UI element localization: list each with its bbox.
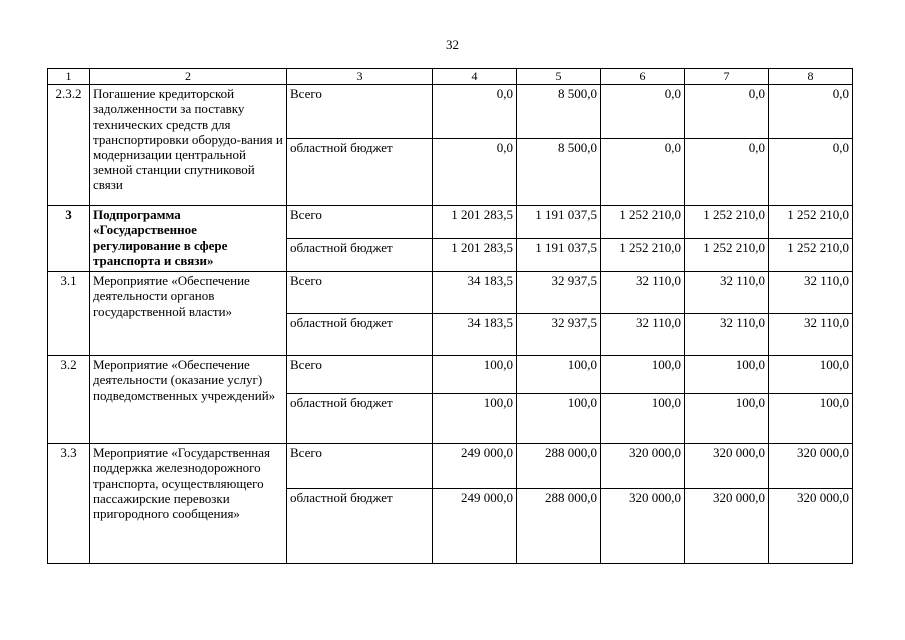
column-number: 7 bbox=[685, 69, 769, 85]
value-cell: 1 252 210,0 bbox=[601, 206, 685, 239]
value-cell: 1 191 037,5 bbox=[517, 239, 601, 272]
column-number: 5 bbox=[517, 69, 601, 85]
measure-name: Мероприятие «Обеспечение деятельности органов государственной власти» bbox=[90, 272, 287, 356]
value-cell: 0,0 bbox=[601, 85, 685, 139]
budget-table bbox=[47, 68, 853, 564]
table-row bbox=[48, 272, 853, 314]
column-number: 6 bbox=[601, 69, 685, 85]
value-cell: 100,0 bbox=[433, 394, 517, 444]
funding-source: областной бюджет bbox=[287, 239, 433, 272]
value-cell: 0,0 bbox=[685, 139, 769, 206]
table-row bbox=[48, 206, 853, 239]
value-cell: 100,0 bbox=[433, 356, 517, 394]
value-cell: 1 252 210,0 bbox=[685, 206, 769, 239]
value-cell: 0,0 bbox=[769, 85, 853, 139]
value-cell: 0,0 bbox=[433, 85, 517, 139]
subprogram-name: Подпрограмма «Государственное регулирование в сфере транспорта и связи» bbox=[90, 206, 287, 272]
value-cell: 320 000,0 bbox=[601, 444, 685, 489]
value-cell: 34 183,5 bbox=[433, 314, 517, 356]
row-number: 3.2 bbox=[48, 356, 90, 444]
value-cell: 100,0 bbox=[685, 356, 769, 394]
value-cell: 249 000,0 bbox=[433, 444, 517, 489]
value-cell: 34 183,5 bbox=[433, 272, 517, 314]
measure-name: Мероприятие «Обеспечение деятельности (оказание услуг) подведомственных учреждений» bbox=[90, 356, 287, 444]
value-cell: 100,0 bbox=[517, 394, 601, 444]
value-cell: 0,0 bbox=[685, 85, 769, 139]
value-cell: 1 252 210,0 bbox=[685, 239, 769, 272]
column-number: 4 bbox=[433, 69, 517, 85]
value-cell: 1 252 210,0 bbox=[769, 239, 853, 272]
row-number: 3.3 bbox=[48, 444, 90, 564]
value-cell: 32 110,0 bbox=[769, 272, 853, 314]
value-cell: 320 000,0 bbox=[601, 489, 685, 564]
table-row bbox=[48, 356, 853, 394]
value-cell: 320 000,0 bbox=[685, 444, 769, 489]
funding-source: областной бюджет bbox=[287, 314, 433, 356]
value-cell: 1 252 210,0 bbox=[769, 206, 853, 239]
value-cell: 100,0 bbox=[769, 394, 853, 444]
value-cell: 320 000,0 bbox=[685, 489, 769, 564]
column-number: 3 bbox=[287, 69, 433, 85]
value-cell: 100,0 bbox=[601, 394, 685, 444]
column-number-row bbox=[48, 69, 853, 85]
value-cell: 8 500,0 bbox=[517, 139, 601, 206]
funding-source: Всего bbox=[287, 272, 433, 314]
row-number: 2.3.2 bbox=[48, 85, 90, 206]
funding-source: областной бюджет bbox=[287, 489, 433, 564]
value-cell: 100,0 bbox=[685, 394, 769, 444]
value-cell: 1 201 283,5 bbox=[433, 206, 517, 239]
measure-name: Мероприятие «Государственная поддержка железнодорожного транспорта, осуществляющего пассажирские перевозки пригородного сообщения» bbox=[90, 444, 287, 564]
value-cell: 32 110,0 bbox=[601, 272, 685, 314]
value-cell: 1 201 283,5 bbox=[433, 239, 517, 272]
value-cell: 32 110,0 bbox=[685, 314, 769, 356]
value-cell: 32 110,0 bbox=[769, 314, 853, 356]
measure-name: Погашение кредиторской задолженности за поставку технических средств для транспортировки оборудо-вания и модернизации центральной земной станции спутниковой связи bbox=[90, 85, 287, 206]
table-row bbox=[48, 85, 853, 139]
page-number: 32 bbox=[446, 37, 459, 52]
value-cell: 320 000,0 bbox=[769, 489, 853, 564]
funding-source: областной бюджет bbox=[287, 394, 433, 444]
value-cell: 32 110,0 bbox=[685, 272, 769, 314]
value-cell: 0,0 bbox=[769, 139, 853, 206]
funding-source: Всего bbox=[287, 85, 433, 139]
value-cell: 100,0 bbox=[769, 356, 853, 394]
value-cell: 0,0 bbox=[601, 139, 685, 206]
column-number: 8 bbox=[769, 69, 853, 85]
value-cell: 320 000,0 bbox=[769, 444, 853, 489]
table-row bbox=[48, 444, 853, 489]
funding-source: областной бюджет bbox=[287, 139, 433, 206]
value-cell: 288 000,0 bbox=[517, 444, 601, 489]
value-cell: 1 191 037,5 bbox=[517, 206, 601, 239]
value-cell: 32 937,5 bbox=[517, 272, 601, 314]
value-cell: 249 000,0 bbox=[433, 489, 517, 564]
value-cell: 100,0 bbox=[601, 356, 685, 394]
value-cell: 32 937,5 bbox=[517, 314, 601, 356]
funding-source: Всего bbox=[287, 444, 433, 489]
value-cell: 100,0 bbox=[517, 356, 601, 394]
funding-source: Всего bbox=[287, 206, 433, 239]
value-cell: 288 000,0 bbox=[517, 489, 601, 564]
value-cell: 0,0 bbox=[433, 139, 517, 206]
row-number: 3 bbox=[48, 206, 90, 272]
value-cell: 1 252 210,0 bbox=[601, 239, 685, 272]
value-cell: 8 500,0 bbox=[517, 85, 601, 139]
column-number: 1 bbox=[48, 69, 90, 85]
column-number: 2 bbox=[90, 69, 287, 85]
row-number: 3.1 bbox=[48, 272, 90, 356]
funding-source: Всего bbox=[287, 356, 433, 394]
value-cell: 32 110,0 bbox=[601, 314, 685, 356]
